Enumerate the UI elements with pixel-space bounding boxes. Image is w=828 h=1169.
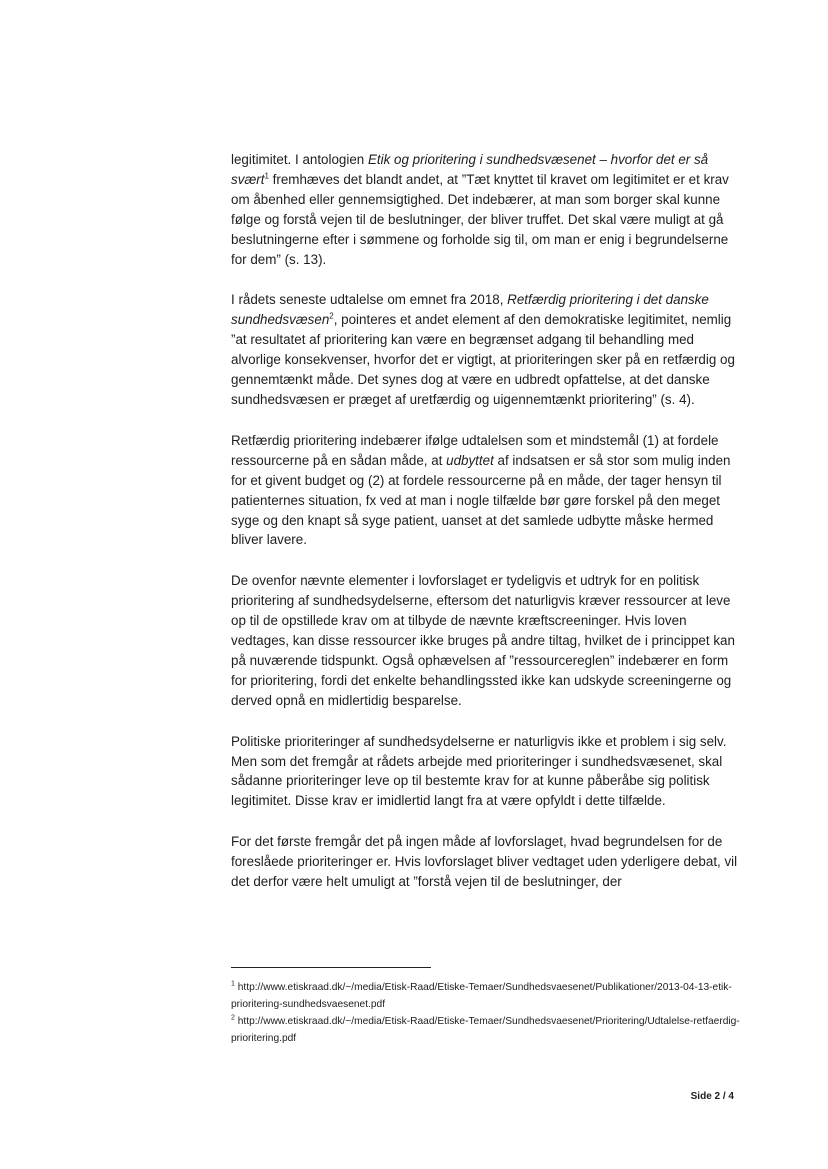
report-title: Retfærdig prioritering i det danske sundhedsvæsen [231,292,709,328]
text-run: , pointeres et andet element af den demokratiske legitimitet, nemlig ”at resultatet af prioritering kan være en begrænset adgang til behandling med alvorlige konsekvenser, hvorfor det er vigtigt, at prioriteringen sker på en retfærdig og gennemtænkt måde. Det synes dog at være en udbredt opfattelse, at det danske sundhedsvæsen er præget af uretfærdig og uigennemtænkt prioritering” (s. 4). [231,312,735,407]
footnote-ref-1[interactable]: 1 [264,171,269,181]
text-run: De ovenfor nævnte elementer i lovforslaget er tydeligvis et udtryk for en politisk prioritering af sundhedsydelserne, eftersom det naturligvis kræver ressourcer at leve op til de opstillede krav om at tilbyde de nævnte kræftscreeninger. Hvis loven vedtages, kan disse ressourcer ikke bruges på andre tiltag, hvilket de i princippet kan på nuværende tidspunkt. Også ophævelsen af ”ressourcereglen” indebærer en form for prioritering, fordi det enkelte behandlingssted ikke kan udskyde screeningerne og derved opnå en midlertidig besparelse. [231,573,735,708]
footnote-number: 2 [231,1014,235,1022]
footnote-2 [231,1013,751,1047]
paragraph-5 [231,732,746,812]
emphasis: udbyttet [446,452,494,468]
footnote-link[interactable]: http://www.etiskraad.dk/~/media/Etisk-Raad/Etiske-Temaer/Sundhedsvaesenet/Prioritering/Udtalelse-retfaerdig-prioritering.pdf [231,1016,740,1044]
text-run: fremhæves det blandt andet, at ”Tæt knyttet til kravet om legitimitet er et krav om åbenhed eller gennemsigtighed. Det indebærer, at man som borger skal kunne følge og forstå vejen til de beslutninger, der bliver truffet. Det skal være muligt at gå beslutningerne efter i sømmene og forholde sig til, om man er enig i begrundelserne for dem” (s. 13). [231,171,729,267]
footnotes [231,979,751,1047]
footnote-divider [231,967,431,968]
text-run: Politiske prioriteringer af sundhedsydelserne er naturligvis ikke et problem i sig selv. Men som det fremgår at rådets arbejde med prioriteringer i sundhedsvæsenet, skal sådanne prioriteringer leve op til bestemte krav for at kunne påberåbe sig politisk legitimitet. Disse krav er imidlertid langt fra at være opfyldt i dette tilfælde. [231,733,727,809]
text-run: For det første fremgår det på ingen måde af lovforslaget, hvad begrundelsen for de foreslåede prioriteringer er. Hvis lovforslaget bliver vedtaget uden yderligere debat, vil det derfor være helt umuligt at ”forstå vejen til de beslutninger, der [231,834,738,890]
text-run: af indsatsen er så stor som mulig inden for et givent budget og (2) at fordele ressourcerne på en måde, der tager hensyn til patienternes situation, fx ved at man i nogle tilfælde bør gøre forskel på den meget syge og den knapt så syge patient, uanset at det samlede udbytte måske hermed bliver lavere. [231,452,731,548]
footnote-ref-2[interactable]: 2 [329,311,334,321]
paragraph-6 [231,832,746,892]
text-run: legitimitet. I antologien [231,152,368,167]
paragraph-4 [231,571,746,710]
paragraph-2 [231,290,746,409]
text-run: Retfærdig prioritering indebærer ifølge udtalelsen som et mindstemål (1) at fordele ressourcerne på en sådan måde, at [231,432,719,468]
book-title: Etik og prioritering i sundhedsvæsenet – hvorfor det er så svært [231,152,709,187]
footnote-1 [231,979,751,1013]
paragraph-3 [231,431,746,550]
footnote-link[interactable]: http://www.etiskraad.dk/~/media/Etisk-Raad/Etiske-Temaer/Sundhedsvaesenet/Publikationer/2013-04-13-etik-prioritering-sundhedsvaesenet.pdf [231,982,732,1010]
text-run: I rådets seneste udtalelse om emnet fra 2018, [231,292,508,308]
page-number: Side 2 / 4 [690,1091,734,1102]
footnote-number: 1 [231,980,235,988]
document-body [231,150,746,913]
paragraph-1 [231,150,746,269]
